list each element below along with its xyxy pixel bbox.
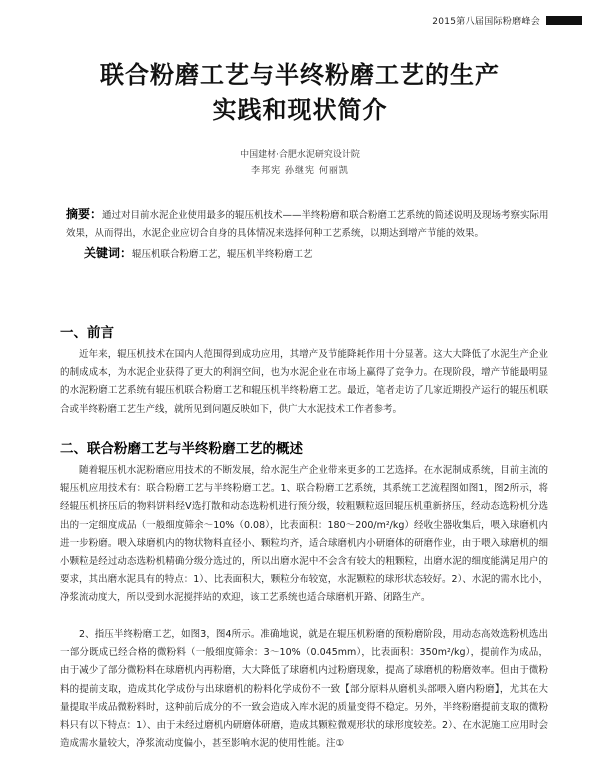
keywords xyxy=(84,244,313,261)
keywords-text: 辊压机联合粉磨工艺，辊压机半终粉磨工艺 xyxy=(132,249,313,260)
running-head-text: 2015第八届国际粉磨峰会 xyxy=(432,17,540,27)
abstract xyxy=(66,205,551,243)
keywords-label: 关键词： xyxy=(84,246,133,260)
paper-title xyxy=(30,58,570,128)
title-line-2: 实践和现状简介 xyxy=(212,96,388,124)
affiliation: 中国建材·合肥水泥研究设计院 xyxy=(240,150,360,160)
header-bar xyxy=(546,16,582,25)
authors: 李邦宪 孙继宪 何丽凯 xyxy=(251,166,349,176)
section-2-paragraph-2: 2、指压半终粉磨工艺，如图3，图4所示。准确地说，就是在辊压机粉磨的预粉磨阶段，用动态高效选粉机选出一部分既成已经合格的微粉料（一般细度筛余：3～10%（0.045mm），比表面积：350m²/kg），提前作为成品，由于减少了部分微粉料在球磨机内再粉磨，大大降低了球磨机内过粉磨现象，提高了球磨机的粉磨效率。但由于微粉料的提前支取，造成其化学成份与出球磨机的粉料化学成份不一致【部分原料从磨机头部喂入磨内粉磨】，尤其在大量提取半成品微粉料时，这种前后成分的不一致会造成入库水泥的质量变得不稳定。另外，半终粉磨提前支取的微粉料只有以下特点：1）、由于未经过磨机内研磨体研磨，造成其颗粒微观形状的球形度较差。2）、在水泥施工应用时会造成需水量较大，净浆流动度偏小，甚至影响水泥的使用性能。注① xyxy=(60,629,548,750)
section-heading-2: 二、联合粉磨工艺与半终粉磨工艺的概述 xyxy=(60,441,303,457)
abstract-text: 通过对目前水泥企业使用最多的辊压机技术——半终粉磨和联合粉磨工艺系统的简述说明及现场考察实际用效果，从而得出，水泥企业应切合自身的具体情况来选择何种工艺系统，以期达到增产节能的效果。 xyxy=(66,210,549,239)
title-line-1: 联合粉磨工艺与半终粉磨工艺的生产 xyxy=(100,61,500,89)
section-2-paragraph-1: 随着辊压机水泥粉磨应用技术的不断发展，给水泥生产企业带来更多的工艺选择。在水泥制成系统，目前主流的辊压机应用技术有：联合粉磨工艺与半终粉磨工艺。1、联合粉磨工艺系统，其系统工艺流程图如图1，图2所示，将经辊压机挤压后的物料饼料经V选打散和动态选粉机进行预分级，较粗颗粒返回辊压机重新挤压，经动态选粉机分选出的一定细度成品（一般细度筛余～10%（0.08），比表面积：180～200/m²/kg）经收尘器收集后，喂入球磨机内进一步粉磨。喂入球磨机内的物状物料直径小、颗粒均齐，适合球磨机内小研磨体的研磨作业，由于喂入球磨机的细小颗粒是经过动态选粉机精确分级分选过的，所以出磨水泥中不会含有较大的粗颗粒，出磨水泥的细度能满足用户的要求，其出磨水泥具有的特点：1）、比表面积大，颗粒分布较宽，水泥颗粒的球形状态较好。2）、水泥的需水比小，净浆流动度大，所以受到水泥搅拌站的欢迎，该工艺系统也适合球磨机开路、闭路生产。 xyxy=(60,465,548,604)
section-heading-1: 一、前言 xyxy=(60,325,114,341)
abstract-label: 摘要： xyxy=(66,207,103,221)
section-1-paragraph: 近年来，辊压机技术在国内人范围得到成功应用，其增产及节能降耗作用十分显著。这大大降低了水泥生产企业的制成成本，为水泥企业获得了更大的利润空间，也为水泥企业在市场上赢得了竞争力。在现阶段，增产节能最明显的水泥粉磨工艺系统有辊压机联合粉磨工艺和辊压机半终粉磨工艺。最近，笔者走访了几家近期投产运行的辊压机联合或半终粉磨工艺生产线，就所见到问题反映如下，供广大水泥技术工作者参考。 xyxy=(60,349,548,415)
running-head xyxy=(432,14,582,27)
